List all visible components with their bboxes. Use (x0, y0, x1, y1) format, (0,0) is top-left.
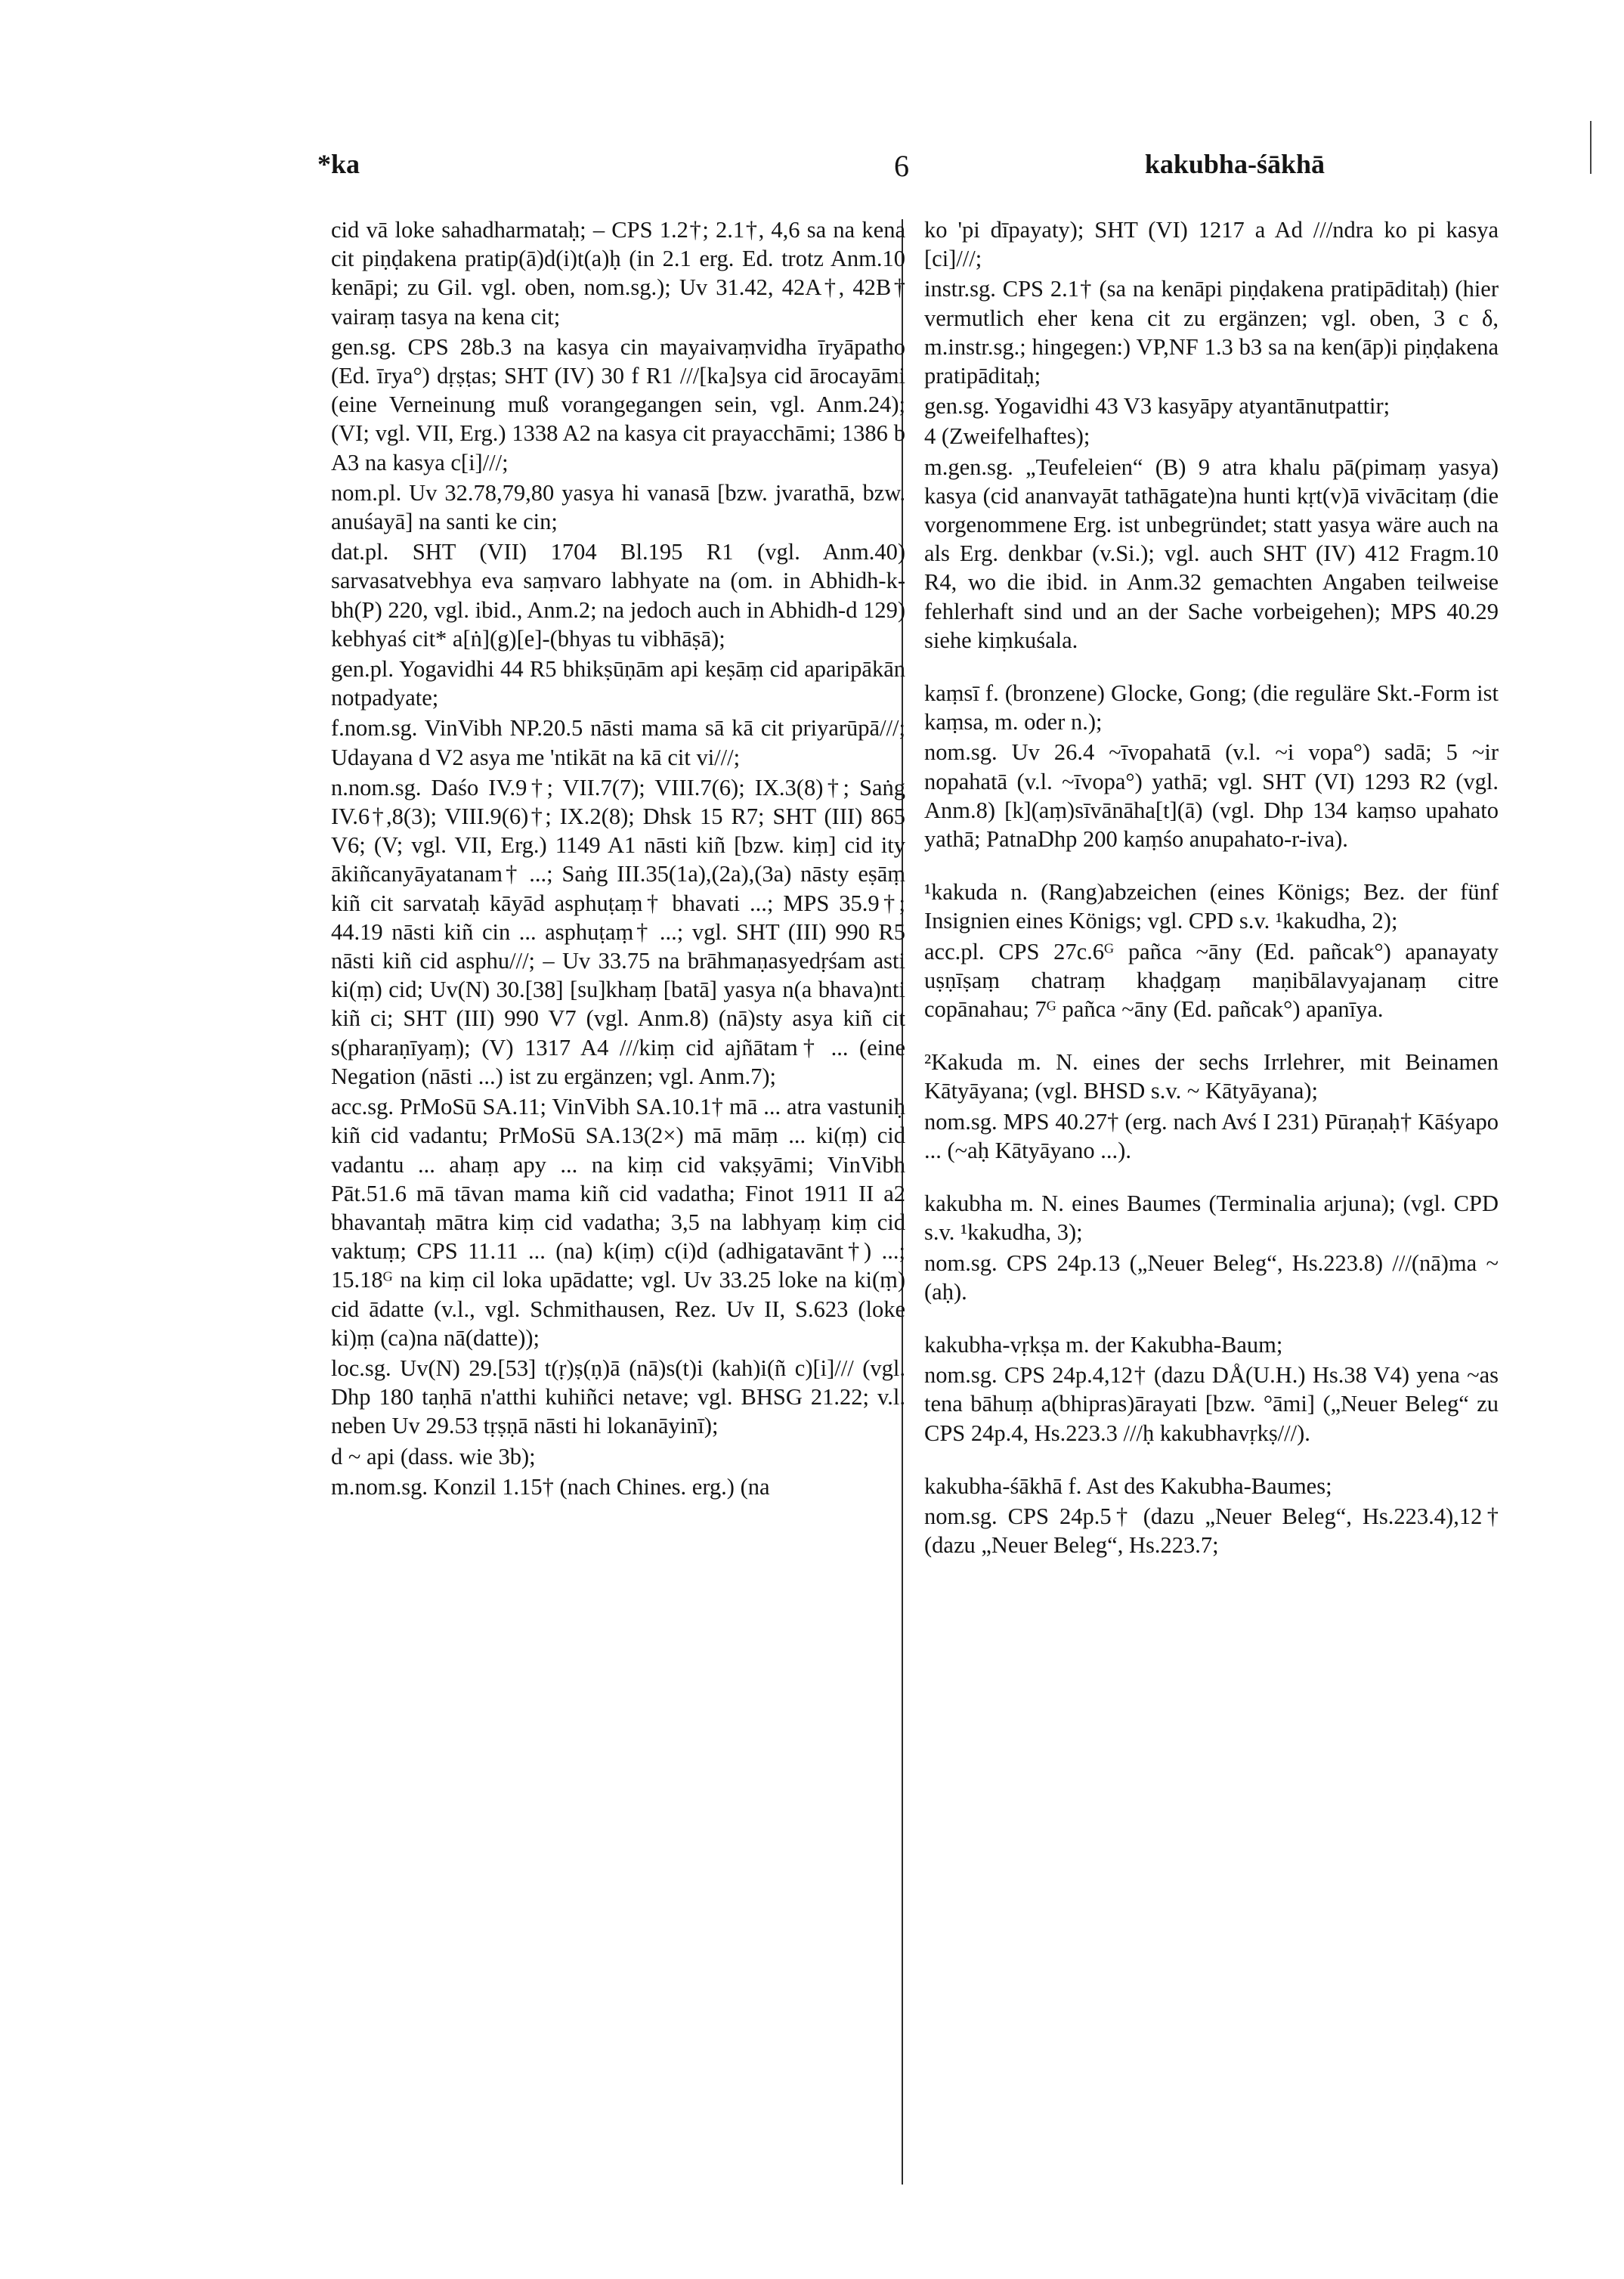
left-para-9: loc.sg. Uv(N) 29.[53] t(ṛ)ṣ(ṇ)ā (nā)s(t)i (kah)i(ñ c)[i]/// (vgl. Dhp 180 taṇhā n'atthi kuhiñci netave; vgl. BHSG 21.22; v.l. neben Uv 29.53 tṛṣṇā nāsti hi lokanāyinī); (331, 1355, 905, 1439)
right-para-kamsi-nom: nom.sg. Uv 26.4 ~īvopahatā (v.l. ~i vopa°) sadā; 5 ~ir nopahatā (v.l. ~īvopa°) yathā; vgl. SHT (VI) 1293 R2 (vgl. Anm.8) [k](aṃ)sīvānāha[t](ā) (vgl. Dhp 134 kaṃso upahato yathā; PatnaDhp 200 kaṃśo anupahato-r-iva). (924, 739, 1499, 853)
left-para-8: acc.sg. PrMoSū SA.11; VinVibh SA.10.1† mā ... atra vastuniḥ kiñ cid vadantu; PrMoSū SA.13(2×) mā māṃ ... ki(ṃ) cid vadantu ... ahaṃ apy ... na kiṃ cid vakṣyāmi; VinVibh Pāt.51.6 mā tāvan mama kiñ cid vadatha; Finot 1911 II a2 bhavantaḥ mātra kiṃ cid vadatha; 3,5 na labhyaṃ kiṃ cid vaktuṃ; CPS 11.11 ... (na) k(iṃ) c(i)d (adhigatavānt†) ...; 15.18ᴳ na kiṃ cil loka upādatte; vgl. Uv 33.25 loke na ki(ṃ) cid ādatte (v.l., vgl. Schmithausen, Rez. Uv II, S.623 (loke ki)ṃ (ca)na nā(datte)); (331, 1094, 905, 1351)
page-number: 6 (894, 149, 909, 183)
right-para-kakubha-nom: nom.sg. CPS 24p.13 („Neuer Beleg“, Hs.223.8) ///(nā)ma ~(aḥ). (924, 1249, 1499, 1305)
left-column (331, 215, 905, 1503)
right-para-kakuda-acc: acc.pl. CPS 27c.6ᴳ pañca ~āny (Ed. pañcak°) apanayaty uṣṇīṣaṃ chatraṃ khaḍgaṃ maṇibālavyajanaṃ citre copānahau; 7ᴳ pañca ~āny (Ed. pañcak°) apanīya. (924, 938, 1499, 1023)
lemma-kakubha-sakha: kakubha-śākhā f. Ast des Kakubha-Baumes; (924, 1472, 1332, 1499)
entry-gap (924, 855, 1499, 878)
right-para-2: instr.sg. CPS 2.1† (sa na kenāpi piṇḍakena pratipāditaḥ) (hier vermutlich eher kena cit zu ergänzen; vgl. oben, 3 c δ, m.instr.sg.; hingegen:) VP,NF 1.3 b3 sa na ken(āp)i piṇḍakena pratipāditaḥ; (924, 276, 1499, 389)
lemma-kakuda-1: ¹kakuda n. (Rang)abzeichen (eines Königs; Bez. der fünf Insignien eines Königs; vgl. CPD s.v. ¹kakudha, 2); (924, 879, 1499, 934)
header-left-catchword: *ka (317, 149, 360, 179)
left-para-3: nom.pl. Uv 32.78,79,80 yasya hi vanasā [bzw. jvarathā, bzw. anuśayā] na santi ke cin; (331, 479, 905, 535)
entry-gap (924, 1025, 1499, 1048)
right-para-3: gen.sg. Yogavidhi 43 V3 kasyāpy atyantānutpattir; (924, 393, 1390, 420)
left-para-7: n.nom.sg. Daśo IV.9†; VII.7(7); VIII.7(6); IX.3(8)†; Saṅg IV.6†,8(3); VIII.9(6)†; IX.2(8); Dhsk 15 R7; SHT (III) 865 V6; (V; vgl. VII, Erg.) 1149 A1 nāsti kiñ [bzw. kiṃ] cid ity ākiñcanyāyatanam† ...; Saṅg III.35(1a),(2a),(3a) nāsty eṣāṃ kiñ cit sarvataḥ kāyād asphuṭaṃ† bhavati ...; MPS 35.9†; 44.19 nāsti kiñ cin ... asphuṭaṃ† ...; vgl. SHT (III) 990 R5 nāsti kiñ cid asphu///; – Uv 33.75 na brāhmaṇasyedṛśam asti ki(ṃ) cid; Uv(N) 30.[38] [su]khaṃ [batā] yasya n(a bhava)nti kiñ ci; SHT (III) 990 V7 (vgl. Anm.8) (nā)sty asya kiñ cit s(pharaṇīyaṃ); (V) 1317 A4 ///kiṃ cid ajñātam† ... (eine Negation (nāsti ...) ist zu ergänzen; vgl. Anm.7); (331, 774, 905, 1089)
entry-gap (924, 1166, 1499, 1189)
left-para-2: gen.sg. CPS 28b.3 na kasya cin mayaivaṃvidha īryāpatho (Ed. īrya°) dṛṣṭas; SHT (IV) 30 f R1 ///[ka]sya cid ārocayāmi (eine Verneinung muß vorangegangen sein, vgl. Anm.24); (VI; vgl. VII, Erg.) 1338 A2 na kasya cit prayacchāmi; 1386 b A3 na kasya c[i]///; (331, 333, 905, 475)
entry-gap (924, 1308, 1499, 1330)
entry-gap (924, 656, 1499, 679)
right-para-4: 4 (Zweifelhaftes); (924, 423, 1090, 450)
lemma-kakubha: kakubha m. N. eines Baumes (Terminalia arjuna); (vgl. CPD s.v. ¹kakudha, 3); (924, 1191, 1499, 1246)
entry-gap (924, 1449, 1499, 1472)
left-para-10: d ~ api (dass. wie 3b); (331, 1443, 536, 1469)
right-para-1: ko 'pi dīpayaty); SHT (VI) 1217 a Ad ///ndra ko pi kasya [ci]///; (924, 217, 1499, 272)
right-para-5: m.gen.sg. „Teufeleien“ (B) 9 atra khalu pā(pimaṃ yasya) kasya (cid ananvayāt tathāgate)na hunti kṛt(v)ā vivācitaṃ (die vorgenommene Erg. ist unbegründet; statt yasya wäre auch na als Erg. denkbar (v.Si.); vgl. auch SHT (IV) 412 Fragm.10 R4, wo die ibid. in Anm.32 gemachten Angaben teilweise fehlerhaft sind und an der Sache vorbeigehen); MPS 40.29 siehe kiṃkuśala. (924, 454, 1499, 653)
right-para-vrksa-nom: nom.sg. CPS 24p.4,12† (dazu DÅ(U.H.) Hs.38 V4) yena ~as tena bāhuṃ a(bhipras)ārayati [bzw. °āmi] („Neuer Beleg“ zu CPS 24p.4, Hs.223.3 ///ḥ kakubhavṛkṣ///). (924, 1362, 1499, 1446)
right-column (924, 215, 1499, 1561)
left-para-4: dat.pl. SHT (VII) 1704 Bl.195 R1 (vgl. Anm.40) sarvasatvebhya eva saṃvaro labhyate na (om. in Abhidh-k-bh(P) 220, vgl. ibid., Anm.2; na jedoch auch in Abhidh-d 129) kebhyaś cit* a[ṅ](g)[e]-(bhyas tu vibhāṣā); (331, 539, 905, 652)
left-para-6: f.nom.sg. VinVibh NP.20.5 nāsti mama sā kā cit priyarūpā///; Udayana d V2 asya me 'ntikāt na kā cit vi///; (331, 715, 905, 770)
left-para-11: m.nom.sg. Konzil 1.15† (nach Chines. erg.) (na (331, 1473, 770, 1500)
running-header (0, 148, 1624, 194)
header-right-catchword: kakubha-śākhā (1144, 149, 1325, 179)
lemma-kakubha-vrksa: kakubha-vṛkṣa m. der Kakubha-Baum; (924, 1331, 1283, 1358)
left-para-5: gen.pl. Yogavidhi 44 R5 bhikṣūṇām api keṣāṃ cid aparipākān notpadyate; (331, 656, 905, 711)
right-para-sakha-nom: nom.sg. CPS 24p.5† (dazu „Neuer Beleg“, Hs.223.4),12† (dazu „Neuer Beleg“, Hs.223.7; (924, 1503, 1499, 1559)
right-para-kakuda2-nom: nom.sg. MPS 40.27† (erg. nach Avś I 231) Pūraṇaḥ† Kāśyapo ... (~aḥ Kātyāyano ...). (924, 1108, 1499, 1163)
left-para-1: cid vā loke sahadharmataḥ; – CPS 1.2†; 2.1†, 4,6 sa na kena cit piṇḍakena pratip(ā)d(i)t(a)ḥ (in 2.1 erg. Ed. trotz Anm.10 kenāpi; zu Gil. vgl. oben, nom.sg.); Uv 31.42, 42A†, 42B† vairaṃ tasya na kena cit; (331, 217, 905, 330)
lemma-kakuda-2: ²Kakuda m. N. eines der sechs Irrlehrer, mit Beinamen Kātyāyana; (vgl. BHSD s.v. ~ Kātyāyana); (924, 1049, 1499, 1104)
lemma-kamsi: kaṃsī f. (bronzene) Glocke, Gong; (die reguläre Skt.-Form ist kaṃsa, m. oder n.); (924, 680, 1499, 735)
